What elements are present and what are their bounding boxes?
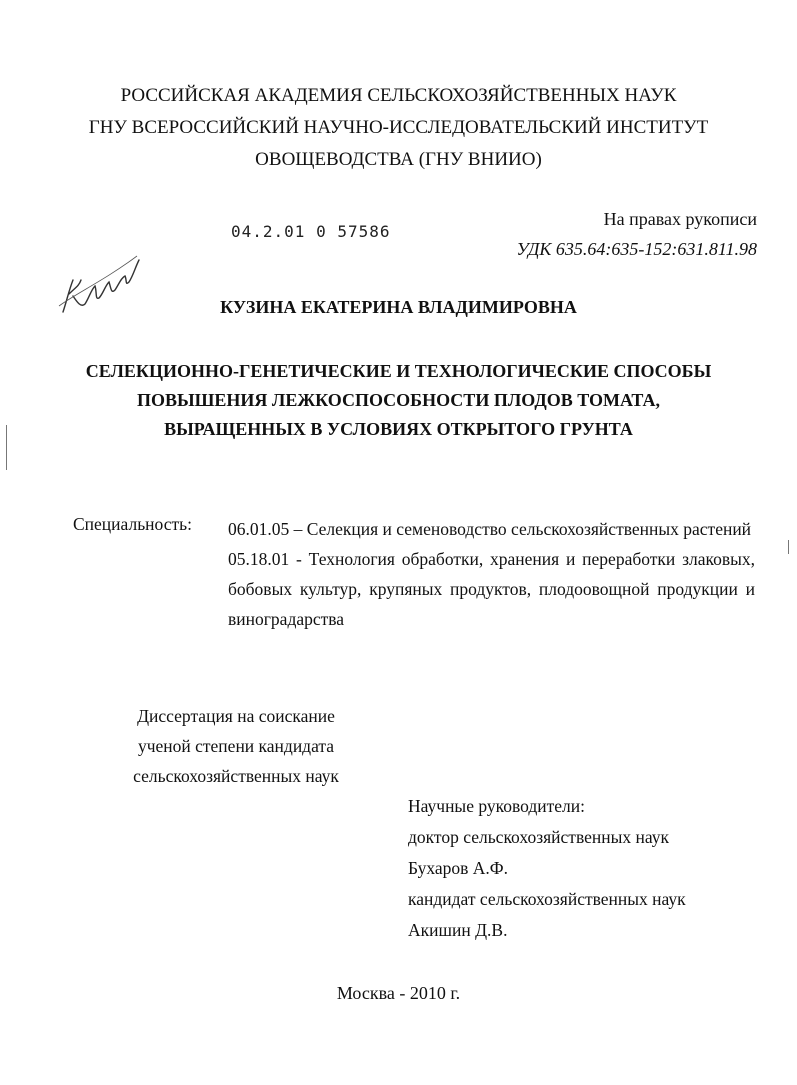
udk-code: УДК 635.64:635-152:631.811.98 [516, 239, 757, 259]
title-line-1: СЕЛЕКЦИОННО-ГЕНЕТИЧЕСКИЕ И ТЕХНОЛОГИЧЕСКИЕ СПОСОБЫ [85, 361, 712, 381]
supervisors-label: Научные руководители: [408, 796, 585, 816]
header-line-2: ГНУ ВСЕРОССИЙСКИЙ НАУЧНО-ИССЛЕДОВАТЕЛЬСКИЙ ИНСТИТУТ [88, 117, 709, 138]
rights-block [517, 204, 757, 264]
registration-stamp: 04.2.01 0 57586 [231, 222, 391, 241]
dissertation-title [0, 357, 797, 444]
author-name: КУЗИНА ЕКАТЕРИНА ВЛАДИМИРОВНА [220, 297, 577, 317]
specialty-label: Специальность: [73, 514, 192, 534]
header-line-1: РОССИЙСКАЯ АКАДЕМИЯ СЕЛЬСКОХОЗЯЙСТВЕННЫХ НАУК [120, 85, 677, 106]
degree-line-2: ученой степени кандидата [137, 736, 335, 756]
supervisor-1-degree: доктор сельскохозяйственных наук [408, 827, 669, 847]
scan-margin-mark [788, 540, 789, 554]
specialty-item-1: 06.01.05 – Селекция и семеноводство сельскохозяйственных растений [228, 519, 752, 539]
specialty-list [228, 514, 755, 634]
city-year: Москва - 2010 г. [336, 983, 461, 1003]
supervisor-2-name: Акишин Д.В. [408, 920, 508, 940]
specialty-item-2: 05.18.01 - Технология обработки, хранения и переработки злаковых, бобовых культур, крупяных продуктов, плодоовощной продукции и виноградарства [228, 549, 755, 629]
supervisors-block [408, 791, 686, 946]
title-line-2: ПОВЫШЕНИЯ ЛЕЖКОСПОСОБНОСТИ ПЛОДОВ ТОМАТА, [136, 390, 661, 410]
header-line-3: ОВОЩЕВОДСТВА (ГНУ ВНИИО) [255, 149, 542, 170]
manuscript-rights-label: На правах рукописи [603, 209, 757, 229]
supervisor-2-degree: кандидат сельскохозяйственных наук [408, 889, 686, 909]
institution-header [0, 80, 797, 176]
degree-line-3: сельскохозяйственных наук [133, 766, 339, 786]
dissertation-degree [116, 701, 356, 791]
degree-line-1: Диссертация на соискание [137, 706, 335, 726]
scan-margin-mark [6, 425, 7, 470]
title-line-3: ВЫРАЩЕННЫХ В УСЛОВИЯХ ОТКРЫТОГО ГРУНТА [164, 419, 633, 439]
supervisor-1-name: Бухаров А.Ф. [408, 858, 509, 878]
